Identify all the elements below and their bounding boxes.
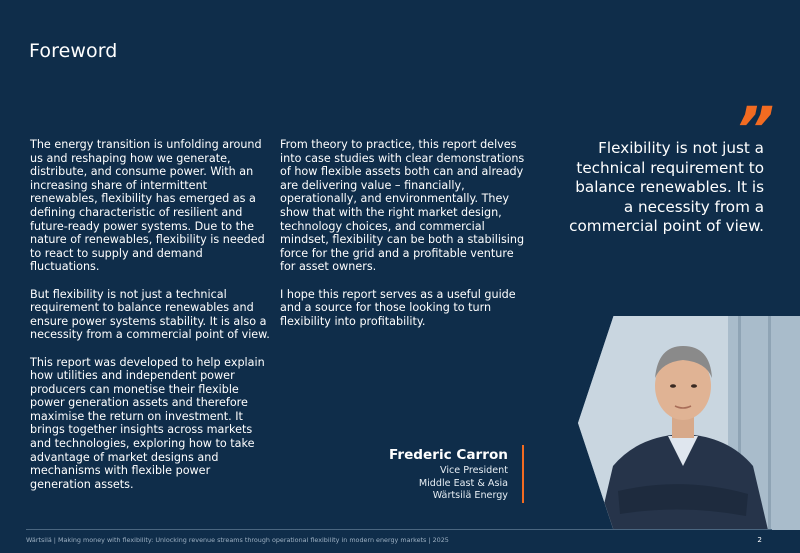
pull-quote: Flexibility is not just a technical requirement to balance renewables. It is a necessity from a commercial point of view.	[569, 139, 764, 235]
paragraph: From theory to practice, this report delves into case studies with clear demonstrations of how flexible assets both can and already are delivering value – financially, operationally, and environmentally. They show that with the right market design, technology choices, and commercial mindset, flexibility can be both a stabilising force for the grid and a profitable venture for asset owners.	[280, 138, 525, 274]
footer-divider	[26, 529, 772, 530]
page-number: 2	[757, 535, 762, 544]
paragraph: But flexibility is not just a technical requirement to balance renewables and ensure power systems stability. It is also a necessity from a commercial point of view.	[30, 287, 270, 342]
portrait-illustration	[578, 316, 800, 530]
speaker-company: Wärtsilä Energy	[432, 490, 508, 501]
paragraph: This report was developed to help explain how utilities and independent power producers can monetise their flexible power generation assets and therefore maximise the return on investment. It brings together insights across markets and technologies, exploring how to take advantage of market designs and mechanisms with flexible power generation assets.	[30, 355, 265, 491]
speaker-role: Vice President	[440, 465, 508, 476]
portrait-photo	[578, 316, 800, 530]
speaker-name: Frederic Carron	[388, 447, 508, 463]
body-column-left	[30, 138, 270, 505]
paragraph: The energy transition is unfolding around us and reshaping how we generate, distribute, and consume power. With an increasing share of intermittent renewables, flexibility has emerged as a defining characteristic of resilient and future-ready power systems. Due to the nature of renewables, flexibility is needed to react to supply and demand fluctuations.	[30, 138, 265, 274]
footer-text: Wärtsilä | Making money with flexibility: Unlocking revenue streams through operational flexibility in modern energy markets | 2025	[26, 536, 449, 544]
speaker-block	[389, 446, 508, 503]
closing-quote-icon: ”	[725, 93, 782, 166]
body-column-right	[280, 138, 525, 342]
page-title: Foreword	[29, 40, 118, 62]
speaker-region: Middle East & Asia	[418, 477, 508, 489]
speaker-accent-bar	[522, 445, 524, 503]
paragraph: I hope this report serves as a useful guide and a source for those looking to turn flexibility into profitability.	[280, 287, 516, 328]
